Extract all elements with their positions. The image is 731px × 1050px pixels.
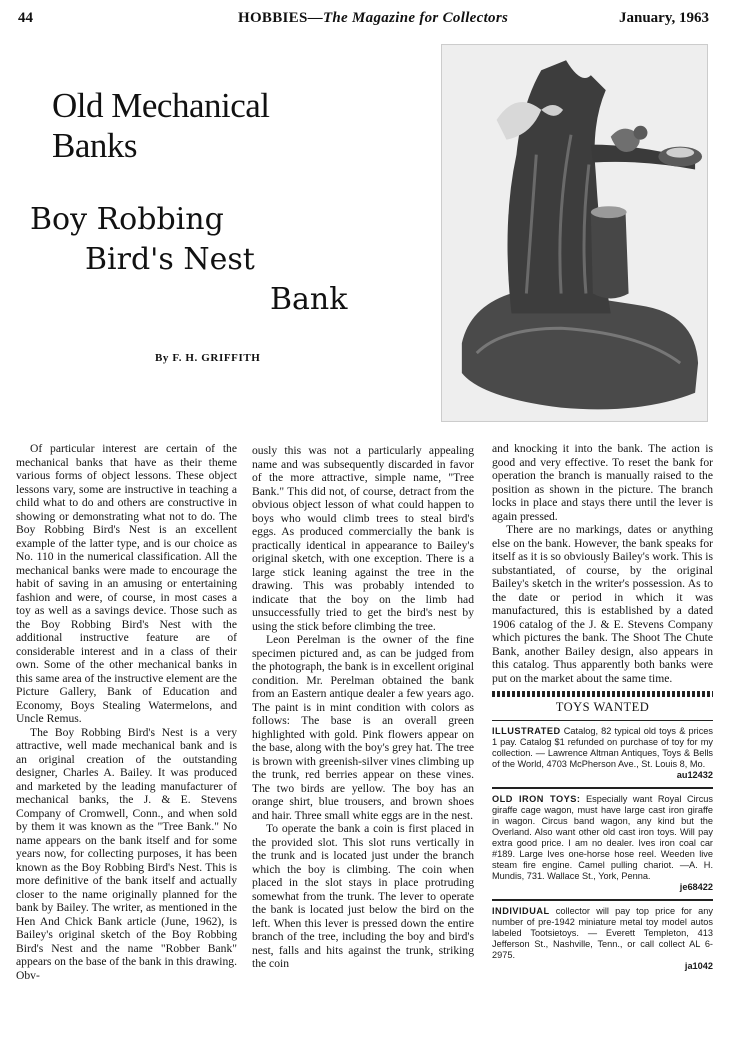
ad-lead: ILLUSTRATED (492, 725, 561, 736)
col2-paragraph: Leon Perelman is the owner of the fine specimen pictured and, as can be judged from the photograph, the bank is in excellent original condition. Mr. Perelman obtained the bank from an Eastern antique dealer a few years ago. The paint is in mint condition with colors as follows: The base is an overall green highlighted with gold. Pink flowers appear on the base, along with the boy's grey hat. The tree is brown with greenish-silver vines climbing up the trunk, red berries appear on these vines. The two birds are yellow. The boy has an orange shirt, blue trousers, and brown shoes and hair. Three small white eggs are in the nest. (252, 633, 474, 822)
col1-paragraph: The Boy Robbing Bird's Nest is a very attractive, well made mechanical bank and is an original creation of the outstanding designer, Charles A. Bailey. It was produced and marketed by the leading manufacturer of mechanical banks, the J. & E. Stevens Company of Cromwell, Conn., and when sold by them it was known as the "Tree Bank." No name appears on the bank itself and for some years now, for collecting purposes, it has been known as the Boy Robbing Bird's Nest. This is more definitive of the bank itself and actually closer to the name originally planned for the bank by Bailey. The writer, as mentioned in the Hen And Chick Bank article (June, 1962), is Bailey's original sketch of the Boy Robbing Bird's Nest and the name "Robber Bank" appears on the base of the bank in this drawing. Obv- (16, 725, 237, 982)
col2-paragraph: ously this was not a particularly appealing name and was subsequently discarded in favor of the more attractive, simple name, "Tree Bank." This did not, of course, detract from the obvious object lesson of what could happen to boys who would climb trees to steal bird's eggs. As produced commercially the bank is practically identical in appearance to Bailey's original sketch, with one exception. There is a large stick leaning against the tree in the drawing. This was probably intended to indicate that the boy on the limb had unsuccessfully tried to get the bird's nest by using the stick before climbing the tree. (252, 444, 474, 633)
divider (492, 691, 713, 697)
article-title-line2: Bird's Nest (85, 242, 255, 277)
col1-paragraph: Of particular interest are certain of the mechanical banks that have as their theme various forms of object lessons. These object lessons vary, some are instructive in teaching a child what to do and others are constructive in showing or demonstrating what not to do. The Boy Robbing Bird's Nest is an excellent example of the latter type, and is our choice as No. 110 in the numerical classification. All the mechanical banks were made to encourage the habit of saving in an amusing or entertaining fashion and were, of course, in most cases a toy as well as a savings device. Those such as the Boy Robbing Bird's Nest with the additional instructive feature are of considerable interest and in a class of their own. Some of the other mechanical banks in this same area of the instructive element are the Picture Gallery, Bank of Education and Economy, Boys Stealing Watermelons, and Uncle Remus. (16, 442, 237, 725)
ad-code: ja1042 (684, 960, 713, 971)
ad-code: au12432 (676, 769, 713, 780)
ad-code: je68422 (679, 881, 713, 892)
ad-text: Especially want Royal Circus giraffe cage wagon, must have large cast iron giraffe in wagon. Circus band wagon, any kind but the Overland. Also want other old cast iron toys. Will pay extra good price. I am no dealer. Ives iron coal car #189. Large Ives one-horse hose reel. Weeden live steam fire engine. Camel pulling chariot. —A. H. Mundis, 731. Wallace St., York, Penna. (492, 793, 713, 881)
article-title-line1: Boy Robbing (30, 202, 224, 237)
ad-lead: INDIVIDUAL (492, 905, 550, 916)
toys-wanted-title: TOYS WANTED (555, 700, 650, 714)
col3-paragraph: There are no markings, dates or anything else on the bank. However, the bank speaks for itself as it is so obviously Bailey's work. This is substantiated, of course, by the original Bailey's sketch in the writer's possession. As to the date or period in which it was manufactured, this is established by a dated 1906 catalog of the J. & E. Stevens Company which pictures the bank. The Shoot The Chute Bank, another Bailey design, also appears in this catalog. Thus apparently both banks were put on the market about the same time. (492, 523, 713, 685)
classified-ad (492, 792, 713, 897)
article-column-2 (252, 444, 474, 971)
bank-photo (441, 44, 708, 422)
page-number: 44 (18, 10, 33, 26)
byline: By F. H. GRIFFITH (155, 352, 261, 364)
divider (492, 899, 713, 901)
article-column-3 (492, 442, 713, 976)
article-column-1 (16, 442, 237, 982)
issue-date: January, 1963 (618, 10, 709, 26)
ad-text: Catalog, 82 typical old toys & prices 1 pay. Catalog $1 refunded on purchase of toy for my collection. — Lawrence Altman Antiques, Toys & Bells of the World, 4703 McPherson Ave., St. Louis 8, Mo. (492, 725, 713, 769)
magazine-title (238, 10, 508, 27)
classified-ad (492, 904, 713, 976)
article-title-line3: Bank (270, 282, 348, 317)
divider (492, 787, 713, 789)
divider (492, 720, 713, 721)
col3-paragraph: and knocking it into the bank. The action is good and very effective. To reset the bank for operation the branch is manually raised to the position as shown in the picture. The branch locks in place and stays there until the lever is again pressed. (492, 442, 713, 523)
classified-ad (492, 724, 713, 785)
bank-photo-icon (442, 45, 707, 421)
ad-lead: OLD IRON TOYS: (492, 793, 581, 804)
magazine-tagline: The Magazine for Collectors (322, 10, 509, 26)
section-title: Old Mechanical Banks (52, 86, 270, 165)
article-title (20, 200, 360, 320)
page-header (18, 10, 709, 34)
col2-paragraph: To operate the bank a coin is first placed in the provided slot. This slot runs vertically in the trunk and is located just under the branch which the boy is climbing. The coin when placed in the slot stays in place protruding somewhat from the trunk. The lever to operate the bank is located just below the bird on the left. When this lever is pressed down the entire branch of the tree, including the boy and bird's nest, falls and hits against the trunk, striking the coin (252, 822, 474, 970)
magazine-name: HOBBIES— (238, 10, 323, 26)
ad-text: collector will pay top price for any number of pre-1942 miniature metal toy model autos labeled Tootsietoys. — Everett Templeton, 413 Jefferson St., Nashville, Tenn., or call collect AL 6-2975. (492, 905, 713, 960)
